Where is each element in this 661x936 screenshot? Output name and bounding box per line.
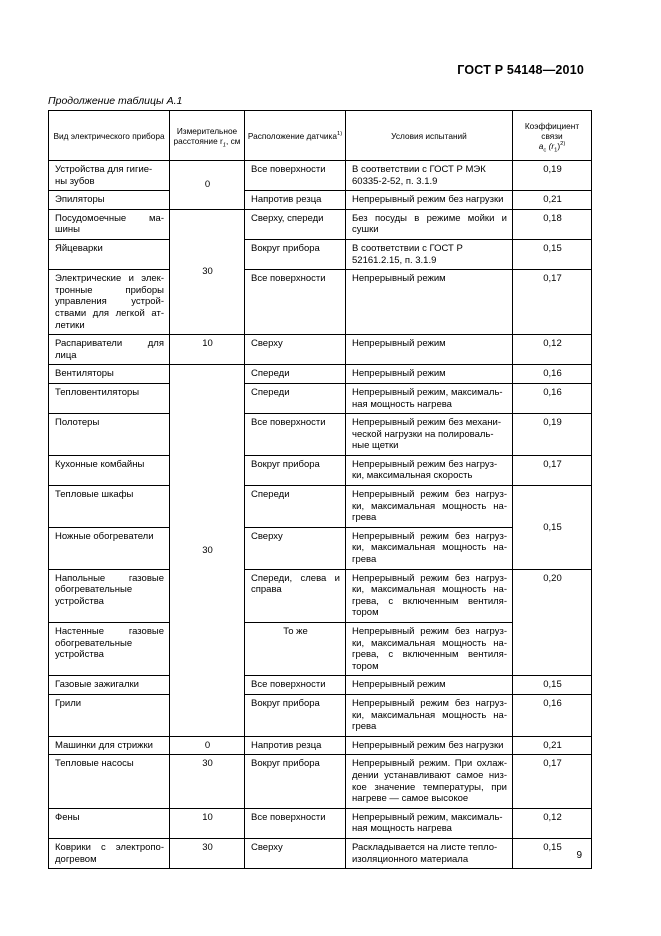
cell-coefficient: 0,16 bbox=[513, 365, 592, 384]
table-row bbox=[49, 623, 592, 676]
cell-location: Все поверхности bbox=[245, 270, 346, 335]
cell-coefficient: 0,12 bbox=[513, 808, 592, 838]
cell-location: Спереди bbox=[245, 486, 346, 528]
cell-distance: 0 bbox=[170, 161, 245, 210]
table-header-row bbox=[49, 111, 592, 161]
cell-coefficient: 0,17 bbox=[513, 755, 592, 808]
cell-device: Тепловентиляторы bbox=[49, 383, 170, 413]
table-row bbox=[49, 365, 592, 384]
cell-location: Все поверхности bbox=[245, 414, 346, 456]
cell-device: Кухонные комбайны bbox=[49, 455, 170, 485]
cell-coefficient: 0,15 bbox=[513, 239, 592, 269]
cell-coefficient: 0,15 bbox=[513, 838, 592, 868]
page-number: 9 bbox=[576, 850, 582, 861]
table-row bbox=[49, 838, 592, 868]
cell-location: Вокруг прибора bbox=[245, 239, 346, 269]
cell-location: Спереди bbox=[245, 383, 346, 413]
cell-location: Все поверхности bbox=[245, 161, 346, 191]
cell-coefficient: 0,16 bbox=[513, 383, 592, 413]
cell-conditions: Непрерывный режим без нагруз-ки, максимальная мощность на-грева bbox=[346, 486, 513, 528]
cell-distance: 30 bbox=[170, 838, 245, 868]
cell-conditions: Непрерывный режим без нагрузки bbox=[346, 736, 513, 755]
cell-location: То же bbox=[245, 623, 346, 676]
cell-device: Полотеры bbox=[49, 414, 170, 456]
cell-location: Сверху bbox=[245, 335, 346, 365]
cell-conditions: Непрерывный режим bbox=[346, 676, 513, 695]
cell-device: Машинки для стрижки bbox=[49, 736, 170, 755]
cell-coefficient: 0,20 bbox=[513, 569, 592, 676]
cell-conditions: Непрерывный режим без нагруз-ки, максимальная мощность на-грева bbox=[346, 527, 513, 569]
cell-conditions: Непрерывный режим без нагруз-ки, максимальная мощность на-грева bbox=[346, 694, 513, 736]
cell-conditions: Непрерывный режим без нагруз-ки, максимальная мощность на-грева, с включенным вентиля-тором bbox=[346, 569, 513, 622]
header-distance: Измерительное расстояние $r_1$, см bbox=[170, 111, 245, 161]
table-row bbox=[49, 676, 592, 695]
cell-device: Устройства для гигие-ны зубов bbox=[49, 161, 170, 191]
cell-conditions: Непрерывный режим. При охлаж-дении устанавливают самое низ-кое значение температуры, при нагреве — самое высокое bbox=[346, 755, 513, 808]
cell-device: Эпиляторы bbox=[49, 191, 170, 210]
cell-location: Все поверхности bbox=[245, 808, 346, 838]
cell-conditions: В соответствии с ГОСТ Р МЭК 60335-2-52, п. 3.1.9 bbox=[346, 161, 513, 191]
cell-coefficient: 0,19 bbox=[513, 414, 592, 456]
cell-conditions: Непрерывный режим без нагруз-ки, максимальная скорость bbox=[346, 455, 513, 485]
cell-distance: 10 bbox=[170, 335, 245, 365]
table-row bbox=[49, 161, 592, 191]
cell-device: Газовые зажигалки bbox=[49, 676, 170, 695]
cell-distance: 10 bbox=[170, 808, 245, 838]
cell-distance: 30 bbox=[170, 755, 245, 808]
cell-coefficient: 0,18 bbox=[513, 209, 592, 239]
cell-distance: 30 bbox=[170, 365, 245, 736]
cell-distance: 0 bbox=[170, 736, 245, 755]
cell-distance: 30 bbox=[170, 209, 245, 334]
cell-device: Посудомоечные ма-шины bbox=[49, 209, 170, 239]
cell-device: Яйцеварки bbox=[49, 239, 170, 269]
cell-conditions: Непрерывный режим без нагруз-ки, максимальная мощность на-грева, с включенным вентиля-тором bbox=[346, 623, 513, 676]
cell-device: Коврики с электропо-догревом bbox=[49, 838, 170, 868]
cell-conditions: Непрерывный режим, максималь-ная мощность нагрева bbox=[346, 383, 513, 413]
cell-coefficient: 0,17 bbox=[513, 270, 592, 335]
cell-device: Вентиляторы bbox=[49, 365, 170, 384]
header-location: Расположение датчика$^{1)}$ bbox=[245, 111, 346, 161]
cell-device: Тепловые шкафы bbox=[49, 486, 170, 528]
cell-coefficient: 0,21 bbox=[513, 191, 592, 210]
table-row bbox=[49, 694, 592, 736]
cell-location: Напротив резца bbox=[245, 191, 346, 210]
cell-location: Сверху, спереди bbox=[245, 209, 346, 239]
header-coefficient: Коэффициент связи $a_c$ $(r_1)^{2)}$ bbox=[513, 111, 592, 161]
cell-device: Напольные газовые обогревательные устройства bbox=[49, 569, 170, 622]
cell-location: Спереди bbox=[245, 365, 346, 384]
cell-device: Грили bbox=[49, 694, 170, 736]
cell-coefficient: 0,12 bbox=[513, 335, 592, 365]
table-row bbox=[49, 755, 592, 808]
table-caption: Продолжение таблицы А.1 bbox=[48, 95, 183, 107]
cell-conditions: Непрерывный режим bbox=[346, 270, 513, 335]
coupling-factor-table bbox=[48, 110, 592, 869]
cell-location: Все поверхности bbox=[245, 676, 346, 695]
table-row bbox=[49, 209, 592, 239]
header-device: Вид электрического прибора bbox=[49, 111, 170, 161]
cell-conditions: Непрерывный режим, максималь-ная мощность нагрева bbox=[346, 808, 513, 838]
standard-code: ГОСТ Р 54148—2010 bbox=[457, 63, 584, 77]
cell-coefficient: 0,21 bbox=[513, 736, 592, 755]
cell-coefficient: 0,15 bbox=[513, 676, 592, 695]
cell-coefficient: 0,16 bbox=[513, 694, 592, 736]
table-row bbox=[49, 808, 592, 838]
table-row bbox=[49, 191, 592, 210]
cell-conditions: Без посуды в режиме мойки и сушки bbox=[346, 209, 513, 239]
cell-conditions: Непрерывный режим без нагрузки bbox=[346, 191, 513, 210]
cell-device: Электрические и элек-тронные приборы управления устрой-ствами для легкой ат-летики bbox=[49, 270, 170, 335]
table-row bbox=[49, 270, 592, 335]
table-row bbox=[49, 736, 592, 755]
header-conditions: Условия испытаний bbox=[346, 111, 513, 161]
cell-location: Вокруг прибора bbox=[245, 694, 346, 736]
cell-device: Ножные обогреватели bbox=[49, 527, 170, 569]
cell-conditions: Непрерывный режим bbox=[346, 365, 513, 384]
cell-conditions: Раскладывается на листе тепло-изоляционного материала bbox=[346, 838, 513, 868]
cell-conditions: Непрерывный режим без механи-ческой нагрузки на полироваль-ные щетки bbox=[346, 414, 513, 456]
table-row bbox=[49, 527, 592, 569]
table-row bbox=[49, 335, 592, 365]
cell-device: Настенные газовые обогревательные устройства bbox=[49, 623, 170, 676]
table-row bbox=[49, 486, 592, 528]
table-row bbox=[49, 383, 592, 413]
cell-location: Вокруг прибора bbox=[245, 755, 346, 808]
cell-device: Распариватели для лица bbox=[49, 335, 170, 365]
cell-location: Сверху bbox=[245, 838, 346, 868]
table-row bbox=[49, 455, 592, 485]
cell-location: Напротив резца bbox=[245, 736, 346, 755]
cell-conditions: Непрерывный режим bbox=[346, 335, 513, 365]
cell-conditions: В соответствии с ГОСТ Р 52161.2.15, п. 3.1.9 bbox=[346, 239, 513, 269]
table-row bbox=[49, 239, 592, 269]
cell-coefficient: 0,19 bbox=[513, 161, 592, 191]
cell-location: Сверху bbox=[245, 527, 346, 569]
cell-coefficient: 0,15 bbox=[513, 486, 592, 570]
table-row bbox=[49, 569, 592, 622]
cell-location: Вокруг прибора bbox=[245, 455, 346, 485]
cell-device: Фены bbox=[49, 808, 170, 838]
cell-device: Тепловые насосы bbox=[49, 755, 170, 808]
cell-coefficient: 0,17 bbox=[513, 455, 592, 485]
cell-location: Спереди, слева и справа bbox=[245, 569, 346, 622]
table-row bbox=[49, 414, 592, 456]
